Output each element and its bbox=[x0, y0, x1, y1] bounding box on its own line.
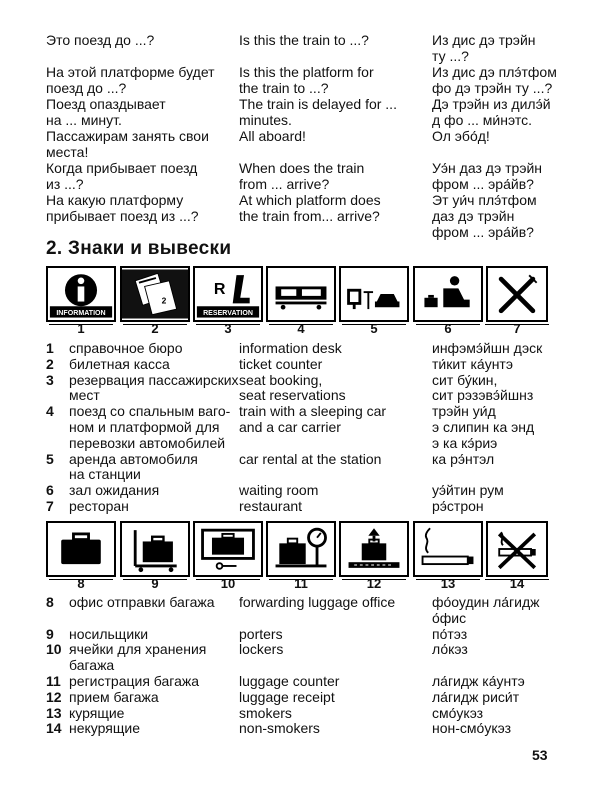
transcription-text: Эт уи́ч плэ́тфом bbox=[432, 192, 537, 208]
svg-text:RESERVATION: RESERVATION bbox=[203, 310, 253, 318]
transcription-text: ка рэ́нтэл bbox=[432, 450, 495, 467]
icon-number: 3 bbox=[224, 321, 232, 336]
section-heading: 2. Знаки и вывески bbox=[46, 238, 232, 259]
english-text: porters bbox=[239, 625, 283, 642]
icon-number: 10 bbox=[220, 576, 236, 591]
russian-text: регистрация багажа bbox=[69, 673, 200, 689]
list2-row bbox=[0, 594, 600, 610]
transcription-text: фо дэ трэйн ту ...? bbox=[432, 80, 553, 96]
russian-text: Поезд опаздывает bbox=[46, 96, 166, 112]
item-number: 4 bbox=[46, 403, 54, 420]
english-text: luggage receipt bbox=[239, 688, 335, 705]
phrases-row bbox=[0, 64, 600, 80]
car-carrier-train-icon bbox=[266, 266, 336, 322]
english-text: non-smokers bbox=[239, 720, 320, 737]
item-number: 11 bbox=[46, 673, 61, 689]
phrases-row bbox=[0, 144, 600, 160]
transcription-text: Из дис дэ плэ́тфом bbox=[432, 64, 557, 80]
russian-text: места! bbox=[46, 144, 89, 160]
list2-row bbox=[0, 705, 600, 721]
english-text: At which platform does bbox=[239, 192, 381, 208]
icon-underline bbox=[49, 324, 113, 325]
phrases-row bbox=[0, 160, 600, 176]
icon-number: 2 bbox=[151, 321, 159, 336]
item-number: 12 bbox=[46, 688, 62, 705]
english-text: from ... arrive? bbox=[239, 176, 330, 192]
icon-underline bbox=[196, 579, 260, 580]
english-text: waiting room bbox=[239, 482, 319, 499]
transcription-text: Ол эбо́д! bbox=[432, 128, 490, 144]
luggage-trolley-icon bbox=[120, 521, 190, 577]
item-number: 8 bbox=[46, 594, 54, 610]
english-text: smokers bbox=[239, 704, 292, 721]
transcription-text: смо́укэз bbox=[432, 704, 484, 721]
transcription-text: э слипин ка энд bbox=[432, 419, 535, 435]
english-text: Is this the train to ...? bbox=[239, 32, 369, 48]
list2-row bbox=[0, 720, 600, 736]
russian-text: курящие bbox=[69, 704, 125, 721]
list1-row bbox=[0, 498, 600, 514]
icon-number: 5 bbox=[370, 321, 378, 336]
icon-number: 7 bbox=[513, 321, 521, 336]
russian-text: справочное бюро bbox=[69, 340, 183, 356]
russian-text: из ...? bbox=[46, 176, 84, 192]
luggage-scale-icon bbox=[266, 521, 336, 577]
icon-underline bbox=[416, 579, 480, 580]
transcription-text: фо́оудин ла́гидж bbox=[432, 594, 540, 610]
russian-text: мест bbox=[69, 387, 100, 404]
list2-row bbox=[0, 641, 600, 657]
icon-number: 4 bbox=[297, 321, 305, 336]
list1-row bbox=[0, 466, 600, 482]
english-text: seat reservations bbox=[239, 387, 346, 404]
english-text: and a car carrier bbox=[239, 419, 341, 435]
item-number: 14 bbox=[46, 720, 62, 737]
item-number: 13 bbox=[46, 704, 62, 721]
transcription-text: сит рэзэвэ́йшнз bbox=[432, 387, 534, 404]
page-number: 53 bbox=[532, 747, 548, 763]
list1-row bbox=[0, 372, 600, 388]
english-text: restaurant bbox=[239, 498, 303, 514]
russian-text: ресторан bbox=[69, 498, 129, 514]
icon-underline bbox=[49, 579, 113, 580]
item-number: 3 bbox=[46, 371, 54, 388]
phrases-row bbox=[0, 208, 600, 224]
icon-underline bbox=[416, 324, 480, 325]
icon-number: 13 bbox=[440, 576, 456, 591]
list1-row bbox=[0, 340, 600, 356]
list2-row bbox=[0, 657, 600, 673]
transcription-text: ти́кит ка́унтэ bbox=[432, 355, 513, 372]
no-smoking-icon bbox=[486, 521, 548, 577]
icon-underline bbox=[196, 324, 260, 325]
transcription-text: инфэмэ́йшн дэск bbox=[432, 340, 543, 356]
list2-row bbox=[0, 673, 600, 689]
english-text: minutes. bbox=[239, 112, 292, 128]
russian-text: Пассажирам занять свои bbox=[46, 128, 209, 144]
english-text: forwarding luggage office bbox=[239, 594, 396, 610]
russian-text: На этой платформе будет bbox=[46, 64, 215, 80]
item-number: 5 bbox=[46, 450, 54, 467]
svg-text:2: 2 bbox=[161, 295, 167, 306]
icon-number: 1 bbox=[77, 321, 85, 336]
english-text: Is this the platform for bbox=[239, 64, 374, 80]
russian-text: зал ожидания bbox=[69, 482, 160, 499]
russian-text: билетная касса bbox=[69, 355, 170, 372]
tickets-icon bbox=[120, 266, 190, 322]
phrases-row bbox=[0, 192, 600, 208]
list1-row bbox=[0, 387, 600, 403]
list1-row bbox=[0, 482, 600, 498]
english-text: lockers bbox=[239, 641, 284, 658]
item-number: 9 bbox=[46, 625, 54, 642]
english-text: information desk bbox=[239, 340, 342, 356]
transcription-text: трэйн уи́д bbox=[432, 403, 496, 420]
english-text: the train to ...? bbox=[239, 80, 329, 96]
transcription-text: по́тэз bbox=[432, 625, 468, 642]
luggage-locker-icon bbox=[193, 521, 263, 577]
svg-text:R: R bbox=[213, 280, 226, 298]
phrases-row bbox=[0, 80, 600, 96]
russian-text: резервация пассажирских bbox=[69, 371, 239, 388]
transcription-text: уэ́йтин рум bbox=[432, 482, 504, 499]
russian-text: аренда автомобиля bbox=[69, 450, 198, 467]
list1-row bbox=[0, 419, 600, 435]
english-text: All aboard! bbox=[239, 128, 306, 144]
russian-text: прием багажа bbox=[69, 688, 159, 705]
english-text: car rental at the station bbox=[239, 450, 382, 467]
item-number: 10 bbox=[46, 641, 62, 658]
list1-row bbox=[0, 403, 600, 419]
phrases-row bbox=[0, 112, 600, 128]
icon-underline bbox=[485, 324, 549, 325]
icon-underline bbox=[123, 324, 187, 325]
phrases-row bbox=[0, 176, 600, 192]
english-text: ticket counter bbox=[239, 355, 323, 372]
list2-row bbox=[0, 610, 600, 626]
transcription-text: фром ... эра́йв? bbox=[432, 176, 534, 192]
russian-text: на ... минут. bbox=[46, 112, 122, 128]
russian-text: багажа bbox=[69, 657, 115, 674]
icon-underline bbox=[342, 324, 406, 325]
phrases-row bbox=[0, 128, 600, 144]
icon-number: 12 bbox=[366, 576, 382, 591]
russian-text: Когда прибывает поезд bbox=[46, 160, 198, 176]
icon-underline bbox=[269, 324, 333, 325]
russian-text: носильщики bbox=[69, 625, 149, 642]
list1-row bbox=[0, 356, 600, 372]
transcription-text: Дэ трэйн из дилэ́й bbox=[432, 96, 551, 112]
item-number: 2 bbox=[46, 355, 54, 372]
list1-row bbox=[0, 451, 600, 467]
transcription-text: ту ...? bbox=[432, 48, 469, 64]
russian-text: на станции bbox=[69, 466, 141, 483]
russian-text: ячейки для хранения bbox=[69, 641, 207, 658]
english-text: luggage counter bbox=[239, 673, 340, 689]
icon-number: 14 bbox=[509, 576, 525, 591]
icon-underline bbox=[485, 579, 549, 580]
list2-row bbox=[0, 689, 600, 705]
transcription-text: нон-смо́укэз bbox=[432, 720, 512, 737]
reservation-seat-icon bbox=[193, 266, 263, 322]
english-text: When does the train bbox=[239, 160, 365, 176]
smoking-icon bbox=[413, 521, 483, 577]
transcription-text: ла́гидж риси́т bbox=[432, 688, 520, 705]
information-icon bbox=[46, 266, 116, 322]
transcription-text: рэ́строн bbox=[432, 498, 484, 514]
russian-text: поезд до ...? bbox=[46, 80, 127, 96]
russian-text: офис отправки багажа bbox=[69, 594, 215, 610]
russian-text: На какую платформу bbox=[46, 192, 184, 208]
list2-row bbox=[0, 626, 600, 642]
russian-text: Это поезд до ...? bbox=[46, 32, 155, 48]
transcription-text: Из дис дэ трэйн bbox=[432, 32, 536, 48]
restaurant-icon bbox=[486, 266, 548, 322]
phrases-row bbox=[0, 32, 600, 48]
russian-text: прибывает поезд из ...? bbox=[46, 208, 199, 224]
transcription-text: э ка кэ́риэ bbox=[432, 434, 498, 451]
transcription-text: ло́кэз bbox=[432, 641, 468, 658]
icon-number: 8 bbox=[77, 576, 85, 591]
transcription-text: сит бу́кин, bbox=[432, 371, 498, 388]
english-text: The train is delayed for ... bbox=[239, 96, 397, 112]
list1-row bbox=[0, 435, 600, 451]
icon-number: 9 bbox=[151, 576, 159, 591]
transcription-text: даз дэ трэйн bbox=[432, 208, 515, 224]
svg-text:INFORMATION: INFORMATION bbox=[56, 310, 106, 318]
transcription-text: о́фис bbox=[432, 609, 467, 626]
icon-number: 11 bbox=[294, 576, 308, 591]
phrases-row bbox=[0, 96, 600, 112]
icon-underline bbox=[269, 579, 333, 580]
english-text: seat booking, bbox=[239, 371, 323, 388]
transcription-text: Уэ́н даз дэ трэйн bbox=[432, 160, 543, 176]
item-number: 6 bbox=[46, 482, 54, 499]
transcription-text: ла́гидж ка́унтэ bbox=[432, 673, 525, 689]
luggage-icon bbox=[46, 521, 116, 577]
car-rental-icon bbox=[339, 266, 409, 322]
icon-underline bbox=[342, 579, 406, 580]
item-number: 1 bbox=[46, 340, 54, 356]
english-text: the train from... arrive? bbox=[239, 208, 380, 224]
icon-underline bbox=[123, 579, 187, 580]
waiting-room-icon bbox=[413, 266, 483, 322]
transcription-text: фром ... эра́йв? bbox=[432, 224, 534, 240]
russian-text: перевозки автомобилей bbox=[69, 434, 226, 451]
transcription-text: д фо ... ми́нэтс. bbox=[432, 112, 532, 128]
phrases-row bbox=[0, 48, 600, 64]
luggage-receipt-icon bbox=[339, 521, 409, 577]
russian-text: поезд со спальным ваго- bbox=[69, 403, 231, 420]
item-number: 7 bbox=[46, 498, 54, 514]
russian-text: ном и платформой для bbox=[69, 419, 220, 435]
english-text: train with a sleeping car bbox=[239, 403, 387, 420]
russian-text: некурящие bbox=[69, 720, 140, 737]
icon-number: 6 bbox=[444, 321, 452, 336]
